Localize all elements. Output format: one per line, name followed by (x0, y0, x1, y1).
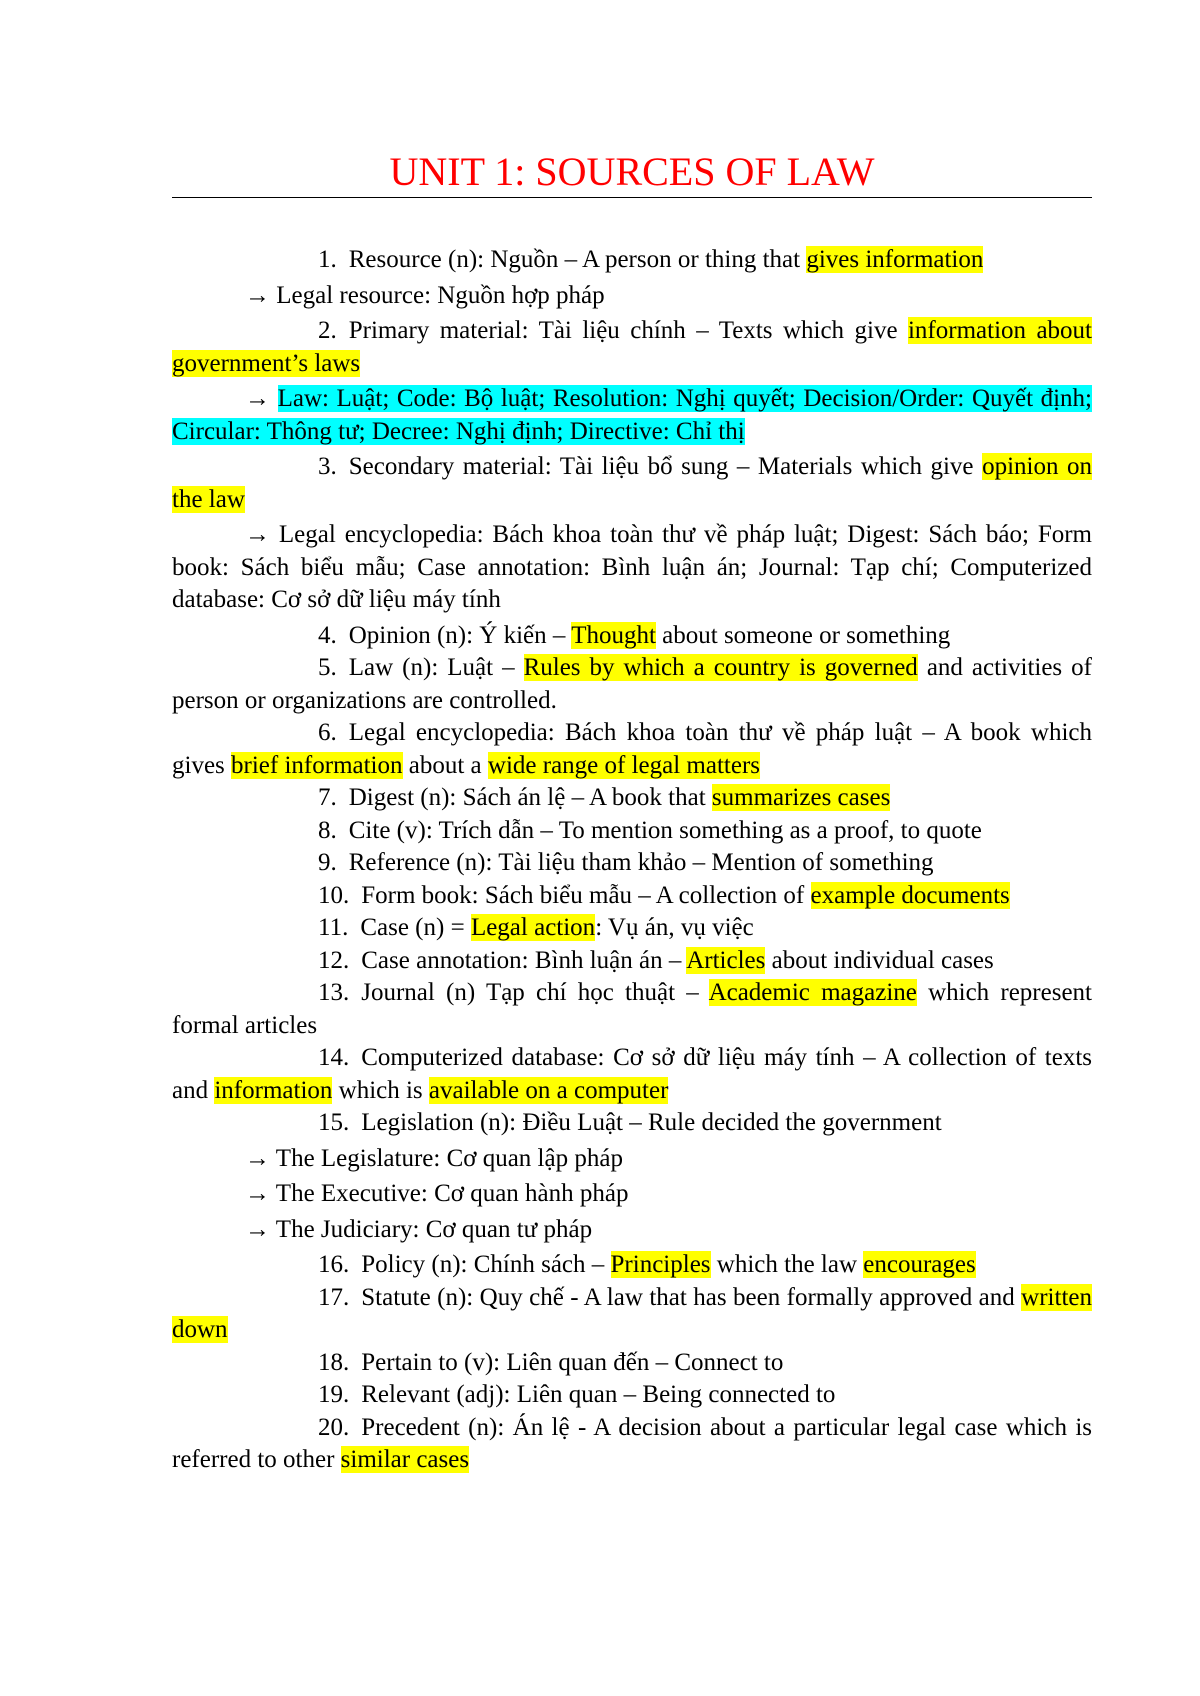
list-item (172, 652, 1092, 717)
highlighted-text: encourages (863, 1251, 976, 1278)
item-number: 20. (318, 1413, 350, 1441)
highlighted-text: available on a computer (428, 1076, 669, 1104)
list-item (172, 977, 1092, 1042)
highlighted-text: similar cases (340, 1446, 470, 1473)
item-text: Primary material: Tài liệu chính – Texts which give (348, 317, 908, 344)
item-text: : Vụ án, vụ việc (595, 914, 754, 941)
item-text: Resource (n): Nguồn – A person or thing that (348, 246, 807, 273)
cyan-highlighted-text: Law: Luật; Code: Bộ luật; Resolution: Nghị quyết; Decision/Order: Quyết định; Circular: Thông tư; Decree: Nghị định; Directive: Chỉ thị (172, 385, 1093, 445)
list-item (172, 1347, 1092, 1380)
list-item (172, 315, 1092, 380)
item-text: Digest (n): Sách án lệ – A book that (348, 784, 712, 811)
item-text: and activities of person or organizations are controlled. (172, 654, 1092, 714)
item-text: Policy (n): Chính sách – (361, 1251, 611, 1278)
highlighted-text: Principles (610, 1251, 711, 1278)
item-text: Computerized database: Cơ sở dữ liệu máy tính – A collection of texts and (172, 1044, 1092, 1104)
arrow-line: → The Executive: Cơ quan hành pháp (245, 1180, 629, 1207)
item-number: 15. (318, 1109, 350, 1136)
list-item (172, 1249, 1092, 1282)
page-title: UNIT 1: SOURCES OF LAW (389, 149, 875, 194)
item-number: 7. (318, 784, 337, 811)
item-number: 10. (318, 881, 350, 909)
item-text: Cite (v): Trích dẫn – To mention something as a proof, to quote (348, 816, 982, 844)
item-number: 13. (318, 979, 350, 1006)
item-text: Reference (n): Tài liệu tham khảo – Mention of something (348, 849, 934, 876)
highlighted-text: brief information (231, 751, 403, 779)
list-item (172, 620, 1092, 653)
highlighted-text: example documents (810, 881, 1010, 909)
arrow-prefix: → (245, 385, 278, 412)
item-number: 12. (318, 946, 350, 974)
item-text: Secondary material: Tài liệu bổ sung – Materials which give (348, 453, 983, 480)
item-text: Legal encyclopedia: Bách khoa toàn thư về pháp luật – A book which gives (172, 719, 1092, 779)
highlighted-text: wide range of legal matters (487, 751, 761, 779)
item-text: Journal (n) Tạp chí học thuật – (361, 979, 709, 1006)
list-item (172, 1042, 1092, 1107)
title-underline (172, 197, 1092, 198)
item-text: Pertain to (v): Liên quan đến – Connect to (361, 1348, 784, 1376)
highlighted-text: Legal action (470, 914, 596, 941)
item-text: Case (n) = (360, 914, 471, 941)
highlighted-text: information (214, 1076, 333, 1104)
list-item (172, 880, 1092, 913)
item-text: Relevant (adj): Liên quan – Being connected to (361, 1381, 836, 1408)
arrow-line: → The Judiciary: Cơ quan tư pháp (245, 1215, 593, 1243)
highlighted-text: written down (172, 1283, 1092, 1343)
item-text: Legislation (n): Điều Luật – Rule decided the government (361, 1109, 942, 1136)
item-text: about a (402, 751, 488, 779)
list-item (172, 451, 1092, 516)
item-number: 1. (318, 246, 337, 273)
highlighted-text: gives information (806, 246, 984, 273)
item-text: which is (332, 1076, 429, 1104)
item-text: Law (n): Luật – (348, 654, 524, 681)
item-number: 18. (318, 1348, 350, 1376)
list-item (172, 244, 1092, 277)
item-number: 16. (318, 1251, 350, 1278)
item-text: about individual cases (765, 946, 994, 974)
item-text: Case annotation: Bình luận án – (361, 946, 687, 974)
arrow-line (172, 383, 1092, 448)
item-number: 4. (318, 621, 337, 649)
item-number: 19. (318, 1381, 350, 1408)
item-text: Statute (n): Quy chế - A law that has been formally approved and (361, 1283, 1022, 1311)
vocabulary-list (172, 244, 1092, 1477)
highlighted-text: Academic magazine (708, 979, 917, 1006)
highlighted-text: Rules by which a country is governed (523, 654, 918, 681)
list-item (172, 847, 1092, 880)
item-number: 9. (318, 849, 337, 876)
arrow-line: → The Legislature: Cơ quan lập pháp (245, 1144, 623, 1172)
item-text: Precedent (n): Án lệ - A decision about a particular legal case which is referred to other (172, 1413, 1092, 1473)
item-number: 6. (318, 719, 337, 746)
highlighted-text: Articles (686, 946, 766, 974)
item-text: which the law (710, 1251, 864, 1278)
list-item (172, 815, 1092, 848)
arrow-line: → Legal resource: Nguồn hợp pháp (245, 281, 605, 309)
item-number: 3. (318, 453, 337, 480)
item-number: 8. (318, 816, 337, 844)
item-number: 2. (318, 317, 337, 344)
item-text: Opinion (n): Ý kiến – (348, 621, 572, 649)
highlighted-text: information about government’s laws (172, 317, 1092, 377)
item-number: 11. (318, 914, 349, 941)
highlighted-text: summarizes cases (711, 784, 891, 811)
list-item (172, 1282, 1092, 1347)
item-number: 14. (318, 1044, 350, 1071)
list-item (172, 912, 1092, 945)
list-item (172, 945, 1092, 978)
list-item (172, 1412, 1092, 1477)
list-item (172, 1107, 1092, 1140)
item-text: Form book: Sách biểu mẫu – A collection of (361, 881, 811, 909)
highlighted-text: Thought (571, 621, 656, 649)
list-item (172, 717, 1092, 782)
list-item (172, 1379, 1092, 1412)
highlighted-text: opinion on the law (172, 453, 1092, 513)
item-text: which represent formal articles (172, 979, 1092, 1039)
item-number: 5. (318, 654, 337, 681)
arrow-line: → Legal encyclopedia: Bách khoa toàn thư về pháp luật; Digest: Sách báo; Form book: Sách biểu mẫu; Case annotation: Bình luận án; Journal: Tạp chí; Computerized database: Cơ sở dữ liệu máy tính (172, 521, 1092, 613)
list-item (172, 782, 1092, 815)
item-text: about someone or something (655, 621, 951, 649)
item-number: 17. (318, 1283, 350, 1311)
